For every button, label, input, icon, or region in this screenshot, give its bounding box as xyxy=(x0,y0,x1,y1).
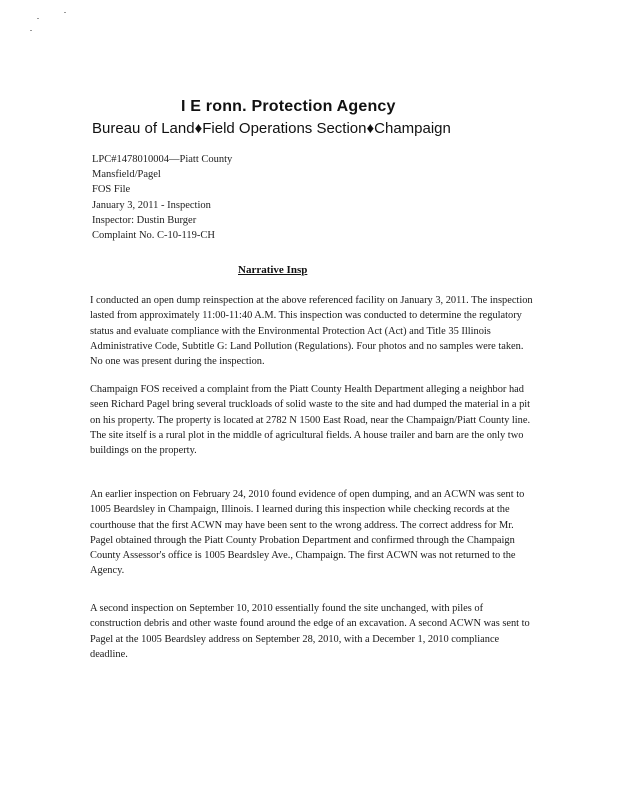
agency-title: I E ronn. Protection Agency xyxy=(181,98,396,115)
meta-line-file-number: LPC#1478010004—Piatt County xyxy=(92,154,233,165)
scan-speck xyxy=(64,12,66,13)
meta-line-file-type: FOS File xyxy=(92,184,131,196)
paragraph: A second inspection on September 10, 2010 essentially found the site unchanged, with piles of construction debris and other waste found around the edge of an excavation. A second ACWN was sent to Pagel at the 1005 Beardsley address on September 28, 2010, with a December 1, 2010 compliance deadline. xyxy=(90,603,530,660)
paragraph: I conducted an open dump reinspection at the above referenced facility on January 3, 2011. The inspection lasted from approximately 11:00-11:40 A.M. This inspection was conducted to determine the regulatory status and evaluate compliance with the Environmental Protection Act (Act) and Title 35 Illinois Administrative Code, Subtitle G: Land Pollution (Regulations). Four photos and no samples were taken. No one was present during the inspection. xyxy=(90,295,533,368)
meta-line-inspector: Inspector: Dustin Burger xyxy=(92,214,197,226)
section-heading: Narrative Insp xyxy=(238,264,308,276)
paragraph: Champaign FOS received a complaint from the Piatt County Health Department alleging a neighbor had seen Richard Pagel bring several truckloads of solid waste to the site and had dumped the material in a pit on his property. The property is located at 2782 N 1500 East Road, near the Champaign/Piatt County line. The site itself is a rural plot in the middle of agricultural fields. A house trailer and barn are the only two buildings on the property. xyxy=(90,384,531,457)
scan-speck xyxy=(37,18,39,19)
scan-speck xyxy=(30,30,32,31)
meta-line-inspection-date: January 3, 2011 - Inspection xyxy=(92,199,211,211)
meta-line-site-name: Mansfield/Pagel xyxy=(92,169,161,181)
bureau-line: Bureau of Land♦Field Operations Section♦Champaign xyxy=(92,120,451,137)
meta-line-complaint-number: Complaint No. C-10-119-CH xyxy=(92,230,215,242)
paragraph: An earlier inspection on February 24, 2010 found evidence of open dumping, and an ACWN was sent to 1005 Beardsley in Champaign, Illinois. I learned during this inspection while checking records at the courthouse that the first ACWN may have been sent to the wrong address. The correct address for Mr. Pagel obtained through the Piatt County Probation Department and confirmed through the Champaign County Assessor's office is 1005 Beardsley Ave., Champaign. The first ACWN was not returned to the Agency. xyxy=(90,489,525,577)
file-metadata-block xyxy=(92,152,232,243)
